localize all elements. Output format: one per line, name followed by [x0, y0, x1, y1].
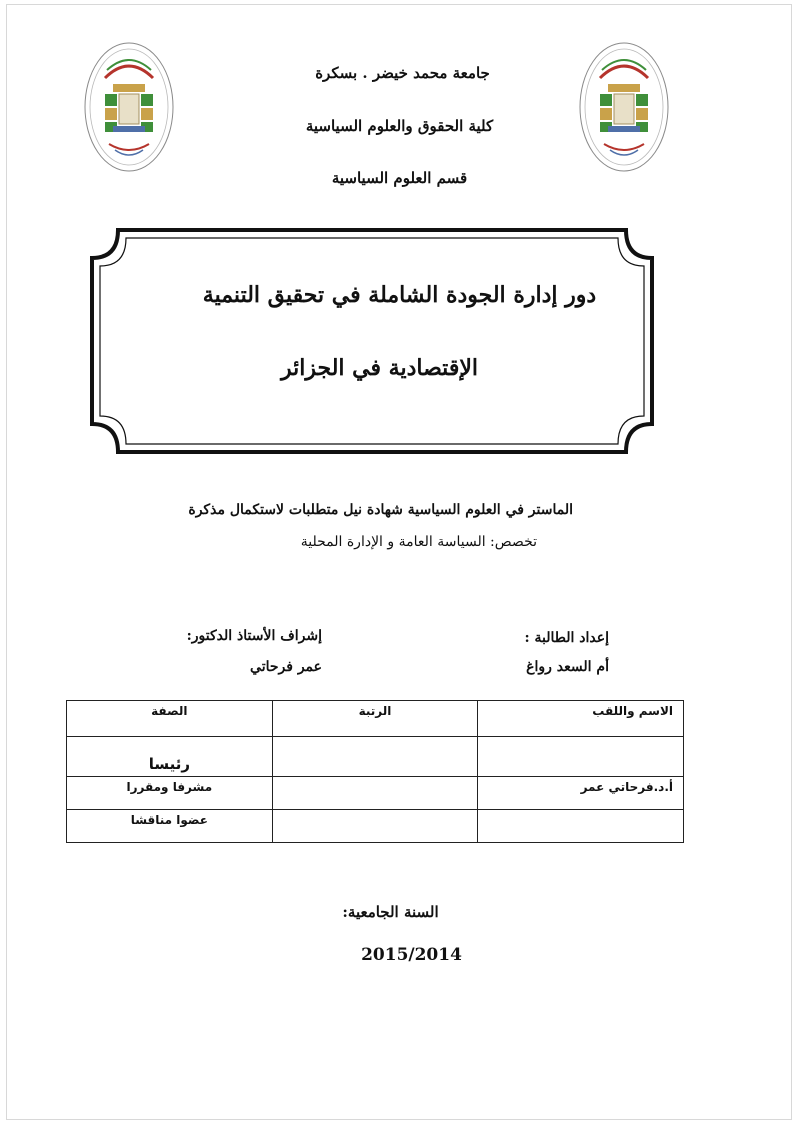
- cell-name: أ.د.فرحاتي عمر: [478, 777, 684, 810]
- table-row: [67, 810, 684, 843]
- header-name: الاسم واللقب: [478, 701, 684, 737]
- specialization: تخصص: السياسة العامة و الإدارة المحلية: [300, 534, 537, 550]
- cell-rank: [272, 737, 478, 777]
- jury-table: [66, 700, 684, 843]
- table-row: [67, 777, 684, 810]
- cell-name: [478, 737, 684, 777]
- jury-table-header: [67, 701, 684, 737]
- table-row: [67, 737, 684, 777]
- academic-year: 2015/2014: [361, 945, 462, 965]
- student-name: أم السعد رواغ: [526, 659, 609, 675]
- faculty-name: كلية الحقوق والعلوم السياسية: [305, 117, 494, 135]
- student-label: إعداد الطالبة :: [524, 630, 609, 646]
- header-role: الصفة: [67, 701, 273, 737]
- title-frame: [88, 226, 656, 456]
- thesis-title-line-2: الإقتصادية في الجزائر: [280, 355, 478, 381]
- cell-role: عضوا مناقشا: [67, 810, 273, 843]
- university-name: جامعة محمد خيضر . بسكرة: [315, 64, 490, 82]
- university-logo-right: [578, 40, 670, 174]
- academic-year-label: السنة الجامعية:: [342, 903, 439, 921]
- degree-statement: الماستر في العلوم السياسية شهادة نيل متطلبات لاستكمال مذكرة: [188, 502, 573, 518]
- department-name: قسم العلوم السياسية: [331, 169, 468, 187]
- cell-role: مشرفا ومقررا: [67, 777, 273, 810]
- supervisor-label: إشراف الأستاذ الدكتور:: [186, 628, 322, 644]
- cell-rank: [272, 810, 478, 843]
- header-rank: الرتبة: [272, 701, 478, 737]
- thesis-title-line-1: دور إدارة الجودة الشاملة في تحقيق التنمية: [202, 282, 597, 308]
- cell-name: [478, 810, 684, 843]
- cell-rank: [272, 777, 478, 810]
- cell-role: رئيسا: [67, 737, 273, 777]
- university-logo-left: [83, 40, 175, 174]
- supervisor-name: عمر فرحاتي: [250, 659, 322, 675]
